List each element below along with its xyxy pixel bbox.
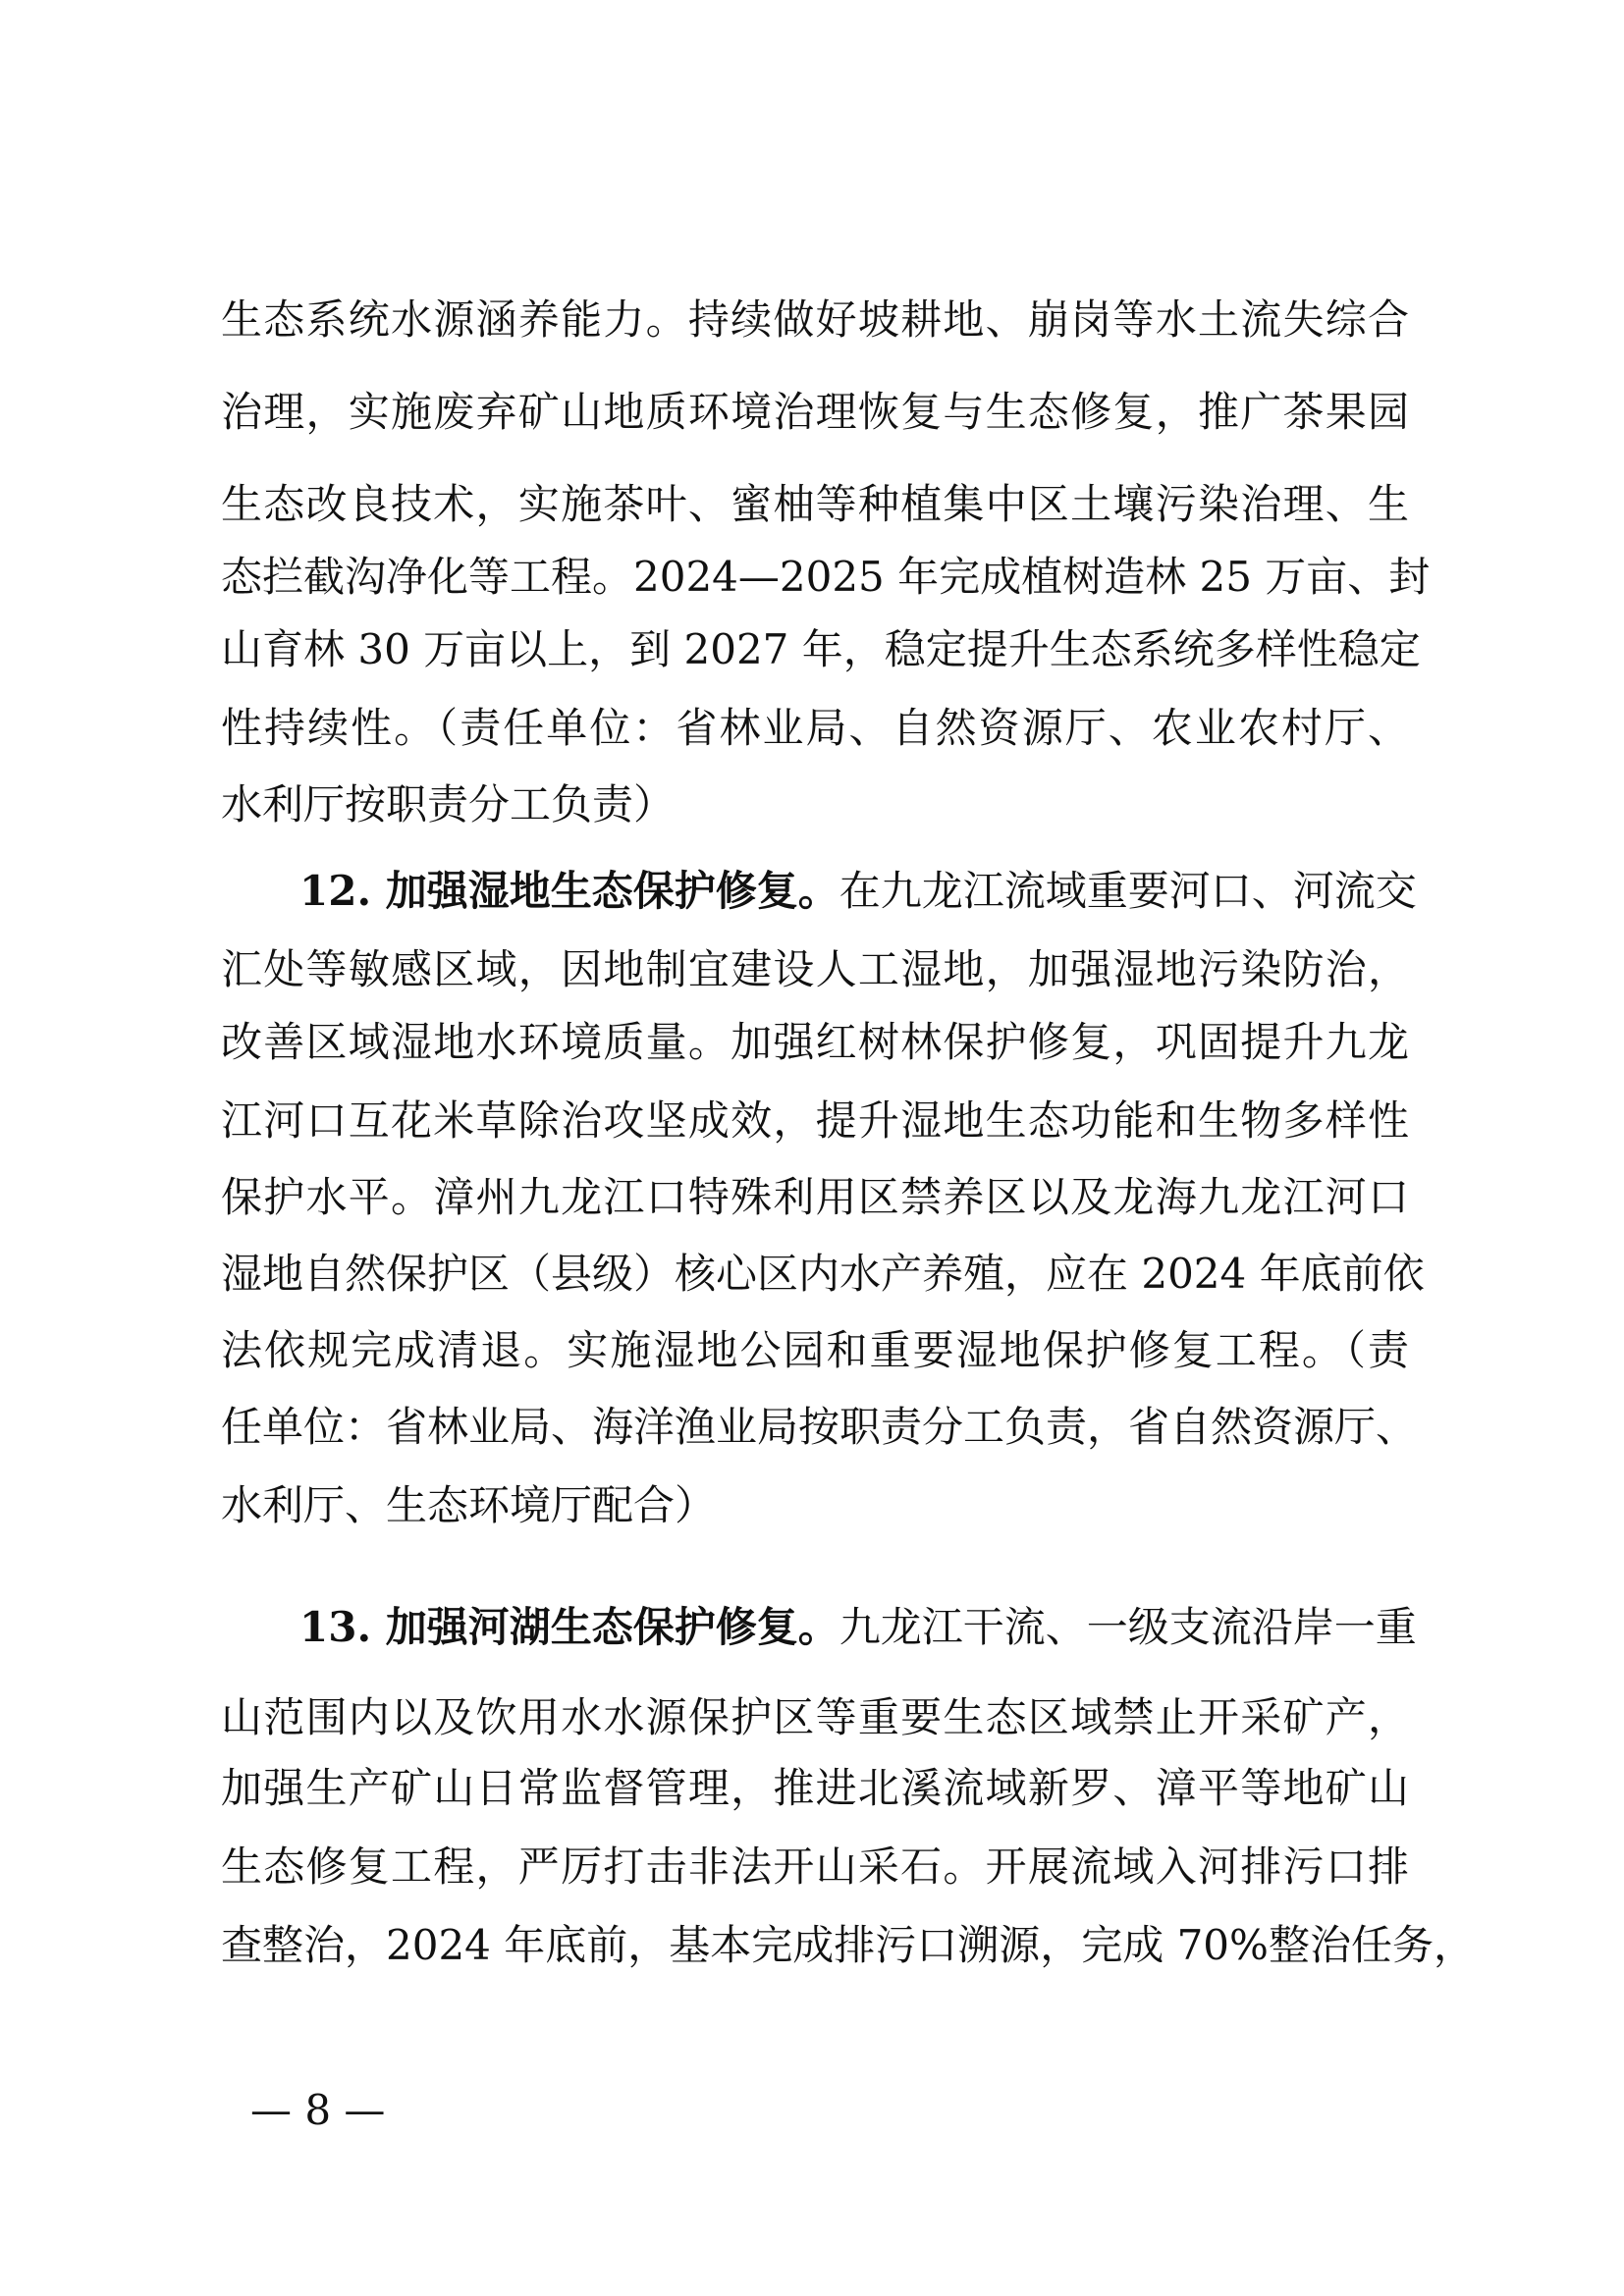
item-12-text: 在九龙江流域重要河口、河流交: [839, 867, 1417, 915]
body-line: 治理，实施废弃矿山地质环境治理恢复与生态修复，推广茶果园: [221, 388, 1409, 436]
body-line: 江河口互花米草除治攻坚成效，提升湿地生态功能和生物多样性: [221, 1096, 1409, 1145]
page-number: — 8 —: [250, 2086, 386, 2134]
body-line: 水利厅按职责分工负责）: [221, 780, 676, 828]
body-line: 性持续性。（责任单位：省林业局、自然资源厅、农业农村厅、: [221, 704, 1409, 752]
body-line: 加强生产矿山日常监督管理，推进北溪流域新罗、漳平等地矿山: [221, 1764, 1409, 1812]
body-line: 湿地自然保护区（县级）核心区内水产养殖，应在 2024 年底前依: [221, 1250, 1425, 1298]
item-13-heading: 13. 加强河湖生态保护修复。: [299, 1603, 839, 1651]
body-line: 任单位：省林业局、海洋渔业局按职责分工负责，省自然资源厅、: [221, 1403, 1418, 1451]
body-line: 改善区域湿地水环境质量。加强红树林保护修复，巩固提升九龙: [221, 1018, 1409, 1066]
body-line: 法依规完成清退。实施湿地公园和重要湿地保护修复工程。（责: [221, 1326, 1409, 1374]
body-line: 态拦截沟净化等工程。2024—2025 年完成植树造林 25 万亩、封: [221, 553, 1431, 601]
body-line: 汇处等敏感区域，因地制宜建设人工湿地，加强湿地污染防治，: [221, 945, 1409, 993]
body-line: 山育林 30 万亩以上，到 2027 年，稳定提升生态系统多样性稳定: [221, 625, 1421, 673]
body-line: 生态系统水源涵养能力。持续做好坡耕地、崩岗等水土流失综合: [221, 295, 1409, 344]
item-13-first-line: [299, 1598, 1417, 1657]
item-12-first-line: [299, 862, 1417, 921]
body-line: 查整治，2024 年底前，基本完成排污口溯源，完成 70%整治任务，: [221, 1921, 1475, 1969]
body-line: 保护水平。漳州九龙江口特殊利用区禁养区以及龙海九龙江河口: [221, 1173, 1409, 1221]
item-12-heading: 12. 加强湿地生态保护修复。: [299, 867, 839, 915]
body-line: 生态修复工程，严厉打击非法开山采石。开展流域入河排污口排: [221, 1842, 1409, 1891]
body-line: 水利厅、生态环境厅配合）: [221, 1481, 717, 1529]
item-13-text: 九龙江干流、一级支流沿岸一重: [839, 1603, 1417, 1651]
body-line: 山范围内以及饮用水水源保护区等重要生态区域禁止开采矿产，: [221, 1693, 1409, 1741]
body-line: 生态改良技术，实施茶叶、蜜柚等种植集中区土壤污染治理、生: [221, 480, 1409, 528]
